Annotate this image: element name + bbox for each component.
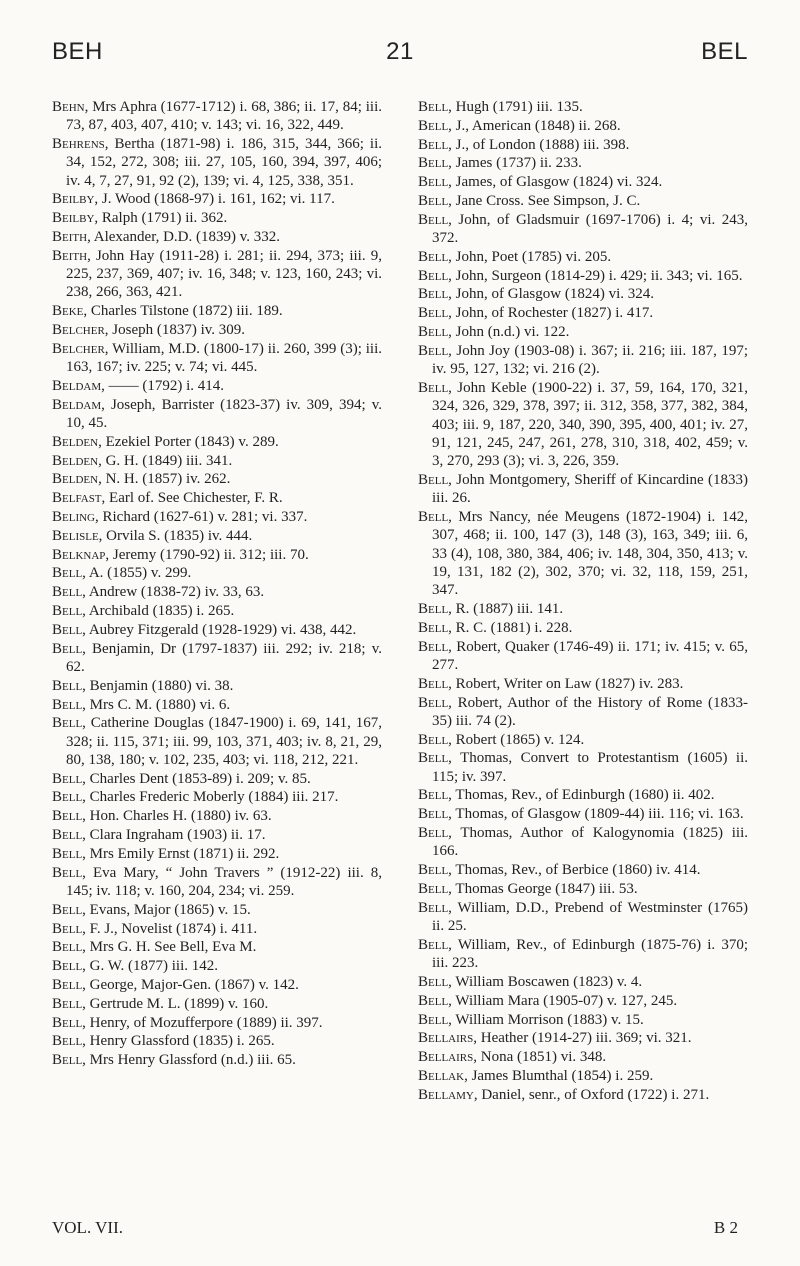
entry-references: , William Morrison (1883) v. 15. [448, 1011, 644, 1028]
entry-surname: Bell [418, 638, 449, 655]
entry-references: , Jane Cross. See Simpson, J. C. [448, 192, 641, 209]
index-entry [52, 788, 382, 806]
entry-references: , N. H. (1857) iv. 262. [98, 471, 231, 488]
index-entry [52, 640, 382, 677]
index-entry [418, 117, 748, 135]
entry-surname: Beling [52, 509, 95, 526]
index-entry [52, 470, 382, 488]
entry-references: , Evans, Major (1865) v. 15. [82, 901, 251, 918]
index-entry [418, 638, 748, 675]
entry-surname: Bell [418, 99, 449, 115]
entry-references: , —— (1792) i. 414. [101, 377, 225, 394]
entry-references: , Orvila S. (1835) iv. 444. [98, 527, 253, 544]
entry-references: , Heather (1914-27) iii. 369; vi. 321. [473, 1030, 692, 1047]
index-entry [52, 920, 382, 938]
entry-surname: Bell [418, 192, 449, 209]
entry-references: , G. W. (1877) iii. 142. [82, 958, 219, 975]
entry-references: , Jeremy (1790-92) ii. 312; iii. 70. [105, 546, 309, 563]
index-entry [52, 190, 382, 208]
entry-surname: Bell [52, 808, 83, 825]
entry-surname: Bell [52, 845, 83, 862]
entry-surname: Belden [52, 433, 99, 450]
entry-surname: Bell [418, 750, 449, 767]
entry-surname: Bell [418, 211, 449, 228]
entry-references: , Nona (1851) vi. 348. [473, 1049, 607, 1066]
entry-references: , J., of London (1888) iii. 398. [448, 136, 630, 153]
index-entry [418, 936, 748, 973]
entry-surname: Bellamy [418, 1086, 474, 1103]
entry-references: , Ralph (1791) ii. 362. [94, 210, 228, 227]
entry-references: , F. J., Novelist (1874) i. 411. [82, 920, 258, 937]
entry-references: , Henry Glassford (1835) i. 265. [82, 1033, 275, 1050]
index-entry [52, 247, 382, 302]
index-entry [418, 211, 748, 248]
entry-surname: Bell [52, 621, 83, 638]
entry-references: , Robert, Author of the History of Rome (1833-35) iii. 74 (2). [432, 694, 748, 729]
entry-references: , G. H. (1849) iii. 341. [98, 452, 233, 469]
entry-surname: Belden [52, 471, 99, 488]
index-entry [52, 621, 382, 639]
entry-surname: Bellak [418, 1067, 465, 1084]
entry-references: , James Blumthal (1854) i. 259. [464, 1067, 654, 1084]
entry-references: , Thomas, Author of Kalogynomia (1825) iii. 166. [432, 825, 748, 860]
index-entry [418, 1048, 748, 1066]
entry-references: , James, of Glasgow (1824) vi. 324. [448, 174, 663, 191]
index-column-left [52, 98, 382, 1070]
entry-references: , Clara Ingraham (1903) ii. 17. [82, 827, 266, 844]
entry-surname: Behn [52, 99, 85, 115]
index-entry [52, 527, 382, 545]
index-entry [418, 136, 748, 154]
entry-surname: Bell [418, 471, 449, 488]
index-entry [418, 880, 748, 898]
index-entry [418, 342, 748, 379]
entry-surname: Bell [418, 619, 449, 636]
entry-references: , John Montgomery, Sheriff of Kincardine (1833) iii. 26. [432, 471, 748, 507]
index-entry [418, 1029, 748, 1047]
entry-references: , Catherine Douglas (1847-1900) i. 69, 141, 167, 328; ii. 115, 371; iii. 99, 103, 371, 403; iv. 8, 21, 29, 80, 138, 180; v. 102, 235, 403; vi. 118, 212, 221. [66, 715, 382, 768]
entry-surname: Bell [418, 379, 449, 396]
index-entry [418, 675, 748, 693]
entry-references: , Benjamin (1880) vi. 38. [82, 677, 234, 694]
entry-references: , John Hay (1911-28) i. 281; ii. 294, 373; iii. 9, 225, 237, 369, 407; iv. 16, 348; v. 123, 160, 243; vi. 238, 266, 363, 421. [66, 247, 382, 301]
entry-references: , Mrs Henry Glassford (n.d.) iii. 65. [82, 1052, 296, 1069]
index-entry [52, 677, 382, 695]
entry-references: , William, M.D. (1800-17) ii. 260, 399 (3); iii. 163, 167; iv. 225; v. 74; vi. 445. [66, 340, 382, 376]
entry-surname: Bell [418, 174, 449, 191]
index-entry [418, 192, 748, 210]
entry-surname: Bell [52, 696, 83, 713]
entry-references: , Ezekiel Porter (1843) v. 289. [98, 433, 279, 450]
entry-references: , John, of Glasgow (1824) vi. 324. [448, 286, 654, 303]
index-entry [418, 267, 748, 285]
entry-references: , John, Poet (1785) vi. 205. [448, 248, 612, 265]
entry-references: , William Mara (1905-07) v. 127, 245. [448, 992, 678, 1009]
page-footer [52, 1218, 738, 1242]
entry-surname: Bell [418, 862, 449, 879]
index-entry [52, 826, 382, 844]
entry-references: , A. (1855) v. 299. [82, 565, 192, 582]
entry-surname: Beldam [52, 377, 102, 394]
header-first-word: BEH [52, 38, 103, 65]
entry-references: , John, of Gladsmuir (1697-1706) i. 4; vi. 243, 372. [432, 211, 748, 247]
entry-surname: Bell [52, 920, 83, 937]
entry-surname: Bell [418, 267, 449, 284]
entry-surname: Belknap [52, 546, 106, 563]
entry-surname: Bell [418, 117, 449, 134]
entry-surname: Bell [418, 342, 449, 359]
entry-surname: Bell [52, 864, 83, 881]
entry-surname: Bell [52, 827, 83, 844]
entry-references: , Mrs Nancy, née Meugens (1872-1904) i. 142, 307, 468; ii. 100, 147 (3), 148 (3), 163, 349; iii. 6, 33 (4), 108, 380, 384, 406; iv. 148, 304, 350, 413; v. 19, 131, 182 (2), 302, 370; vi. 32, 118, 159, 251, 347. [432, 509, 748, 599]
index-entry [52, 564, 382, 582]
entry-surname: Bell [418, 509, 449, 526]
index-entry [52, 1051, 382, 1069]
index-entry [418, 694, 748, 731]
entry-references: , Thomas, Convert to Protestantism (1605) ii. 115; iv. 397. [432, 750, 748, 785]
entry-surname: Belisle [52, 527, 99, 544]
entry-surname: Bellairs [418, 1030, 474, 1047]
index-entry [52, 396, 382, 433]
entry-surname: Beith [52, 247, 88, 264]
entry-references: , John, Surgeon (1814-29) i. 429; ii. 343; vi. 165. [448, 267, 743, 284]
index-entry [52, 209, 382, 227]
entry-surname: Bell [52, 901, 83, 918]
index-entry [52, 770, 382, 788]
index-entry [418, 619, 748, 637]
index-entry [52, 901, 382, 919]
running-header [52, 38, 748, 78]
entry-references: , Robert, Writer on Law (1827) iv. 283. [448, 675, 684, 692]
entry-references: , Charles Dent (1853-89) i. 209; v. 85. [82, 770, 311, 787]
index-entry [418, 861, 748, 879]
entry-surname: Bell [418, 305, 449, 322]
index-entry [52, 957, 382, 975]
index-entry [418, 323, 748, 341]
entry-surname: Bell [52, 565, 83, 582]
index-entry [52, 1032, 382, 1050]
index-entry [52, 321, 382, 339]
entry-surname: Bell [418, 936, 449, 953]
entry-references: , John Keble (1900-22) i. 37, 59, 164, 170, 321, 324, 326, 329, 378, 397; ii. 312, 358, 377, 382, 384, 403; iii. 9, 187, 220, 340, 390, 395, 400, 401; iv. 27, 91, 121, 245, 247, 261, 278, 310, 318, 402, 459; v. 3, 270, 293 (3); vi. 3, 226, 359. [432, 379, 748, 470]
index-entry [52, 508, 382, 526]
entry-references: , Thomas George (1847) iii. 53. [448, 880, 638, 897]
entry-surname: Beilby [52, 191, 95, 208]
entry-surname: Bell [52, 677, 83, 694]
index-entry [52, 489, 382, 507]
entry-references: , Thomas, Rev., of Edinburgh (1680) ii. 402. [448, 787, 715, 804]
entry-surname: Bell [418, 731, 449, 748]
entry-references: , Thomas, of Glasgow (1809-44) iii. 116; vi. 163. [448, 806, 744, 823]
entry-references: , Mrs G. H. See Bell, Eva M. [82, 939, 257, 956]
index-entry [52, 583, 382, 601]
entry-surname: Bell [52, 958, 83, 975]
entry-surname: Bell [418, 324, 449, 341]
index-entry [418, 304, 748, 322]
entry-references: , Aubrey Fitzgerald (1928-1929) vi. 438, 442. [82, 621, 357, 638]
index-entry [418, 1011, 748, 1029]
index-entry [418, 749, 748, 786]
entry-surname: Bell [52, 1014, 83, 1031]
index-entry [52, 864, 382, 901]
entry-surname: Belden [52, 452, 99, 469]
entry-references: , Thomas, Rev., of Berbice (1860) iv. 414. [448, 862, 701, 879]
index-entry [418, 98, 748, 116]
entry-references: , Hugh (1791) iii. 135. [448, 99, 583, 115]
entry-references: , Joseph, Barrister (1823-37) iv. 309, 394; v. 10, 45. [66, 396, 382, 432]
entry-surname: Bell [52, 995, 83, 1012]
entry-surname: Bell [52, 640, 83, 657]
index-entry [52, 452, 382, 470]
entry-surname: Belcher [52, 340, 105, 357]
entry-references: , William, D.D., Prebend of Westminster (1765) ii. 25. [432, 899, 748, 935]
entry-references: , Hon. Charles H. (1880) iv. 63. [82, 808, 272, 825]
entry-references: , Bertha (1871-98) i. 186, 315, 344, 366; ii. 34, 152, 272, 308; iii. 27, 105, 160, 394, 397, 406; iv. 4, 7, 27, 91, 92 (2), 139; vi. 4, 125, 338, 351. [66, 136, 382, 189]
entry-surname: Bell [418, 880, 449, 897]
entry-surname: Bell [418, 694, 449, 711]
entry-references: , Mrs C. M. (1880) vi. 6. [82, 696, 231, 713]
entry-references: , Gertrude M. L. (1899) v. 160. [82, 995, 269, 1012]
entry-references: , Mrs Emily Ernst (1871) ii. 292. [82, 845, 280, 862]
entry-references: , John Joy (1903-08) i. 367; ii. 216; iii. 187, 197; iv. 95, 127, 132; vi. 216 (2). [432, 342, 748, 378]
index-entry [52, 696, 382, 714]
entry-references: , Richard (1627-61) v. 281; vi. 337. [95, 509, 308, 526]
entry-references: , Robert, Quaker (1746-49) ii. 171; iv. 415; v. 65, 277. [432, 638, 748, 673]
index-entry [52, 1014, 382, 1032]
entry-references: , Eva Mary, “ John Travers ” (1912-22) iii. 8, 145; iv. 118; v. 160, 204, 234; vi. 259. [66, 864, 382, 899]
entry-references: , Mrs Aphra (1677-1712) i. 68, 386; ii. 17, 84; iii. 73, 87, 403, 407, 410; v. 143; vi. 16, 322, 449. [66, 99, 382, 134]
entry-references: , Charles Frederic Moberly (1884) iii. 217. [82, 789, 339, 806]
entry-surname: Beilby [52, 210, 95, 227]
index-entry [418, 786, 748, 804]
entry-references: , Alexander, D.D. (1839) v. 332. [87, 229, 281, 246]
index-entry [52, 995, 382, 1013]
entry-surname: Bell [418, 825, 449, 842]
entry-surname: Beke [52, 303, 84, 320]
index-entry [418, 731, 748, 749]
entry-surname: Bellairs [418, 1049, 474, 1066]
entry-surname: Bell [418, 675, 449, 692]
entry-surname: Bell [418, 787, 449, 804]
entry-surname: Bell [418, 286, 449, 303]
entry-surname: Belfast [52, 490, 102, 507]
index-entry [52, 602, 382, 620]
entry-references: , Charles Tilstone (1872) iii. 189. [83, 303, 283, 320]
index-entry [52, 340, 382, 377]
index-entry [418, 508, 748, 599]
entry-references: , John, of Rochester (1827) i. 417. [448, 305, 654, 322]
entry-surname: Bell [52, 789, 83, 806]
entry-surname: Beldam [52, 396, 102, 413]
entry-surname: Bell [418, 155, 449, 172]
index-entry [52, 546, 382, 564]
index-entry [418, 1067, 748, 1085]
volume-label: VOL. VII. [52, 1218, 123, 1237]
index-entry [418, 824, 748, 861]
entry-references: , R. C. (1881) i. 228. [448, 619, 573, 636]
entry-references: , James (1737) ii. 233. [448, 155, 582, 172]
entry-surname: Bell [418, 806, 449, 823]
entry-surname: Bell [418, 601, 449, 618]
entry-references: , Andrew (1838-72) iv. 33, 63. [82, 584, 265, 601]
entry-surname: Bell [52, 584, 83, 601]
entry-surname: Bell [52, 715, 83, 732]
entry-surname: Bell [418, 248, 449, 265]
index-column-right [418, 98, 748, 1105]
page-number: 21 [386, 38, 414, 65]
index-entry [52, 845, 382, 863]
index-entry [418, 805, 748, 823]
index-entry [52, 98, 382, 135]
entry-references: , Archibald (1835) i. 265. [82, 603, 235, 620]
entry-surname: Bell [52, 976, 83, 993]
entry-references: , Henry, of Mozufferpore (1889) ii. 397. [82, 1014, 323, 1031]
entry-references: , Joseph (1837) iv. 309. [104, 322, 246, 339]
entry-surname: Bell [52, 770, 83, 787]
entry-references: , Daniel, senr., of Oxford (1722) i. 271. [473, 1086, 710, 1103]
index-entry [418, 173, 748, 191]
entry-surname: Bell [52, 603, 83, 620]
index-entry [418, 600, 748, 618]
entry-references: , William Boscawen (1823) v. 4. [448, 973, 643, 990]
entry-surname: Bell [52, 939, 83, 956]
index-entry [52, 228, 382, 246]
index-entry [418, 471, 748, 508]
index-entry [52, 433, 382, 451]
index-entry [52, 302, 382, 320]
entry-surname: Bell [418, 973, 449, 990]
index-entry [52, 714, 382, 769]
entry-references: , Benjamin, Dr (1797-1837) iii. 292; iv. 218; v. 62. [66, 640, 382, 675]
entry-references: , William, Rev., of Edinburgh (1875-76) i. 370; iii. 223. [432, 936, 748, 972]
index-entry [418, 379, 748, 470]
index-entry [52, 976, 382, 994]
index-entry [418, 154, 748, 172]
entry-references: , J. Wood (1868-97) i. 161, 162; vi. 117. [94, 191, 335, 208]
index-entry [52, 135, 382, 190]
index-entry [418, 248, 748, 266]
index-entry [418, 973, 748, 991]
index-entry [52, 807, 382, 825]
index-entry [418, 285, 748, 303]
index-entry [52, 938, 382, 956]
entry-surname: Bell [52, 1052, 83, 1069]
entry-references: , John (n.d.) vi. 122. [448, 324, 570, 341]
entry-surname: Bell [418, 136, 449, 153]
entry-surname: Behrens [52, 136, 105, 153]
index-entry [418, 992, 748, 1010]
entry-surname: Bell [418, 992, 449, 1009]
header-last-word: BEL [701, 38, 748, 65]
entry-surname: Belcher [52, 322, 105, 339]
index-entry [418, 899, 748, 936]
entry-references: , Robert (1865) v. 124. [448, 731, 585, 748]
entry-references: , J., American (1848) ii. 268. [448, 117, 621, 134]
signature-mark: B 2 [713, 1218, 738, 1237]
entry-surname: Beith [52, 229, 88, 246]
entry-references: , R. (1887) iii. 141. [448, 601, 564, 618]
entry-references: , Earl of. See Chichester, F. R. [101, 490, 283, 507]
entry-surname: Bell [418, 899, 449, 916]
entry-references: , George, Major-Gen. (1867) v. 142. [82, 976, 299, 993]
index-entry [52, 377, 382, 395]
entry-surname: Bell [418, 1011, 449, 1028]
index-entry [418, 1086, 748, 1104]
entry-surname: Bell [52, 1033, 83, 1050]
